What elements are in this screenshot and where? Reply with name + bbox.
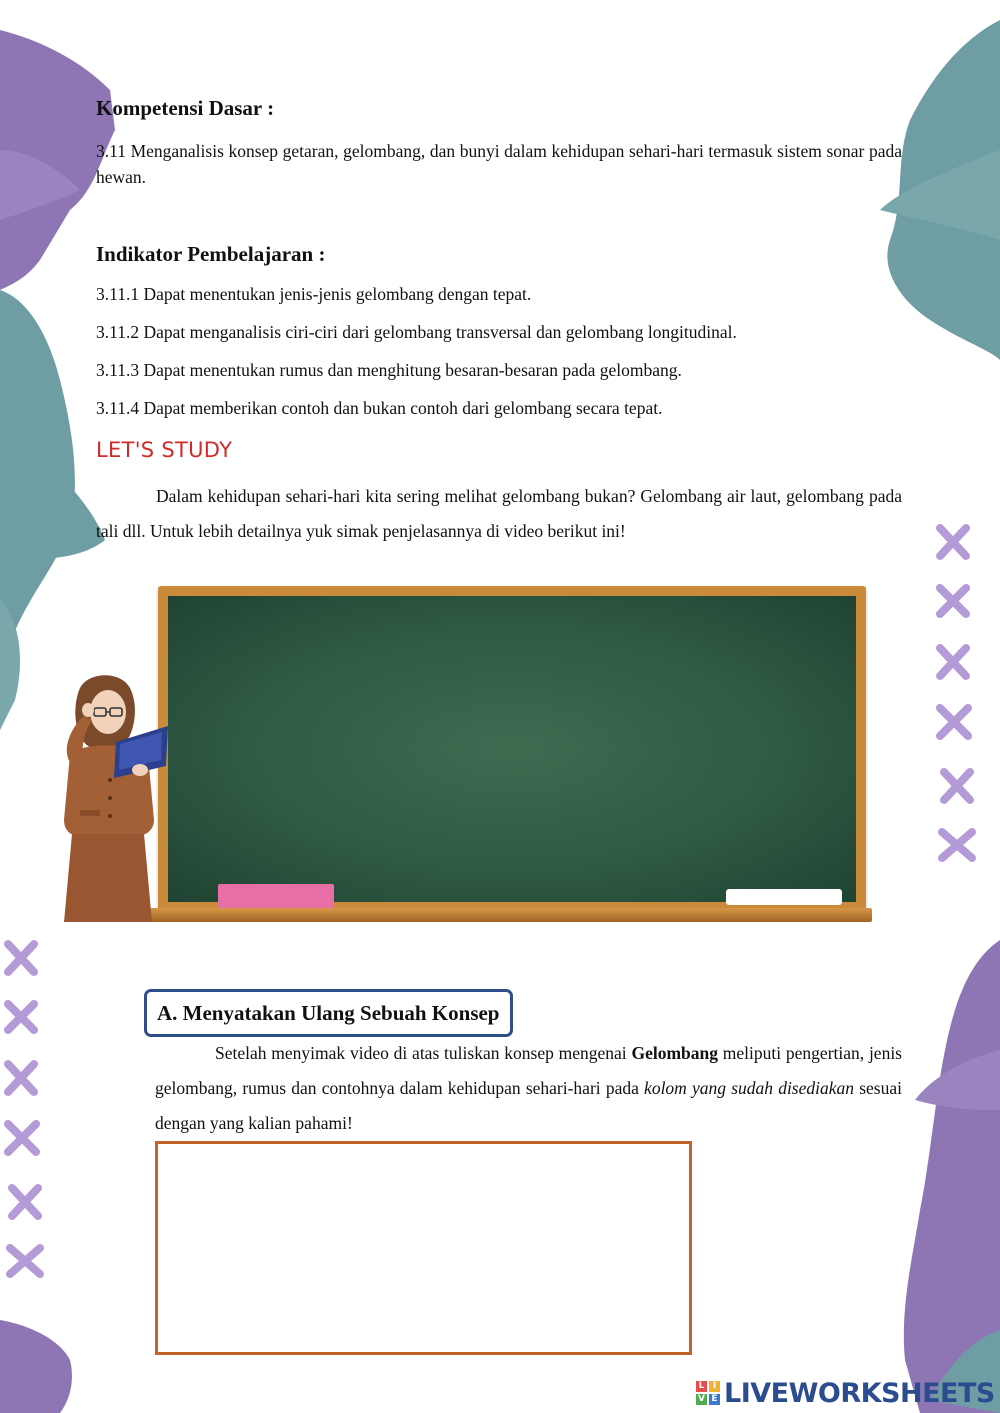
instructions-italic-term: kolom yang sudah disediakan xyxy=(644,1078,855,1098)
competency-text: 3.11 Menganalisis konsep getaran, gelombang, dan bunyi dalam kehidupan sehari-hari termasuk sistem sonar pada hewan. xyxy=(96,141,902,187)
chalk-icon xyxy=(726,889,842,905)
instructions-text-3: sesuai dengan yang kalian pahami! xyxy=(155,1078,902,1133)
indicator-item-1: 3.11.1 Dapat menentukan jenis-jenis gelombang dengan tepat. xyxy=(96,284,532,304)
lets-study-paragraph: Dalam kehidupan sehari-hari kita sering melihat gelombang bukan? Gelombang air laut, gelombang pada tali dll. Untuk lebih detailnya yuk simak penjelasannya di video berikut ini! xyxy=(96,486,902,541)
logo-text: LIVEWORKSHEETS xyxy=(724,1377,995,1409)
chalkboard-video-frame[interactable] xyxy=(158,586,866,914)
instructions-text-1: Setelah menyimak video di atas tuliskan konsep mengenai xyxy=(215,1043,632,1063)
indicator-item-3: 3.11.3 Dapat menentukan rumus dan menghitung besaran-besaran pada gelombang. xyxy=(96,360,682,380)
eraser-icon xyxy=(218,884,334,908)
answer-text-box[interactable] xyxy=(155,1141,692,1355)
competency-heading: Kompetensi Dasar : xyxy=(96,96,275,120)
logo-grid-icon: L I V E xyxy=(696,1381,720,1405)
instructions-bold-term: Gelombang xyxy=(631,1043,718,1063)
instructions-text-2: meliputi pengertian, jenis gelombang, rumus dan contohnya dalam kehidupan sehari-hari pada xyxy=(155,1043,902,1098)
section-a-title: A. Menyatakan Ulang Sebuah Konsep xyxy=(157,1000,500,1025)
indicator-item-4: 3.11.4 Dapat memberikan contoh dan bukan contoh dari gelombang secara tepat. xyxy=(96,398,663,418)
chalkboard-ledge xyxy=(150,908,872,922)
indicator-item-2: 3.11.2 Dapat menganalisis ciri-ciri dari gelombang transversal dan gelombang longitudinal. xyxy=(96,322,737,342)
teacher-illustration xyxy=(40,670,170,922)
section-a-instructions xyxy=(155,1036,902,1141)
indicators-heading: Indikator Pembelajaran : xyxy=(96,242,326,266)
liveworksheets-logo xyxy=(696,1376,995,1410)
lets-study-label: LET'S STUDY xyxy=(96,438,233,462)
section-a-title-box xyxy=(144,989,513,1037)
chalkboard-surface[interactable] xyxy=(168,596,856,902)
